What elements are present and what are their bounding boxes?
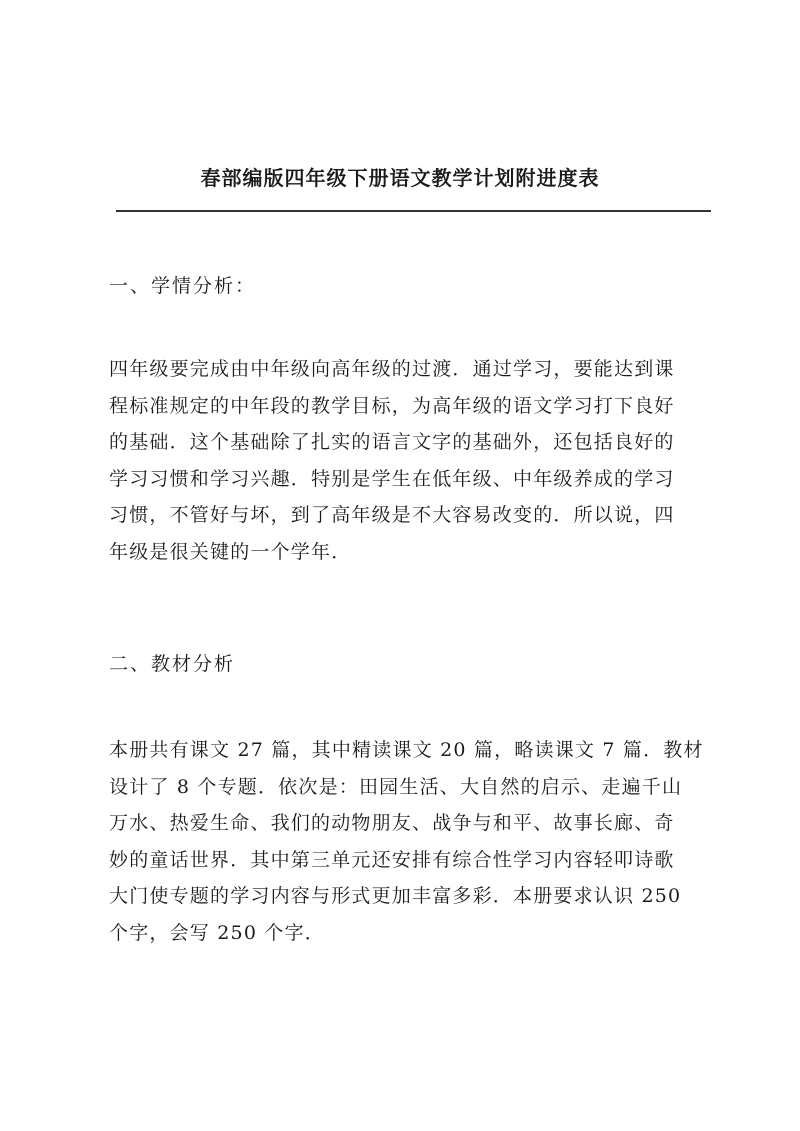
- paragraph-line: 本册共有课文 27 篇，其中精读课文 20 篇，略读课文 7 篇．教材: [109, 739, 704, 761]
- paragraph-line: 大门使专题的学习内容与形式更加丰富多彩．本册要求认识 250: [109, 885, 682, 907]
- paragraph-line: 妙的童话世界．其中第三单元还安排有综合性学习内容轻叩诗歌: [109, 848, 675, 871]
- paragraph-line: 设计了 8 个专题．依次是：田园生活、大自然的启示、走遍千山: [109, 775, 683, 798]
- paragraph-line: 四年级要完成由中年级向高年级的过渡．通过学习，要能达到课: [109, 358, 675, 380]
- section-paragraph-learning-analysis: [109, 351, 709, 570]
- section-heading-textbook-analysis: 二、教材分析: [109, 653, 236, 675]
- paragraph-line: 个字，会写 250 个字．: [109, 921, 325, 944]
- title-divider: [116, 210, 711, 212]
- document-title: 春部编版四年级下册语文教学计划附进度表: [200, 166, 600, 190]
- paragraph-line: 学习习惯和学习兴趣．特别是学生在低年级、中年级养成的学习: [109, 467, 675, 490]
- paragraph-line: 年级是很关键的一个学年．: [109, 540, 352, 563]
- paragraph-line: 的基础．这个基础除了扎实的语言文字的基础外，还包括良好的: [109, 431, 675, 453]
- section-paragraph-textbook-analysis: [109, 732, 709, 951]
- paragraph-line: 习惯，不管好与坏，到了高年级是不大容易改变的．所以说，四: [109, 504, 675, 526]
- section-heading-learning-analysis: 一、学情分析：: [109, 275, 257, 297]
- paragraph-line: 程标准规定的中年段的教学目标，为高年级的语文学习打下良好: [109, 394, 675, 417]
- paragraph-line: 万水、热爱生命、我们的动物朋友、战争与和平、故事长廊、奇: [109, 812, 675, 834]
